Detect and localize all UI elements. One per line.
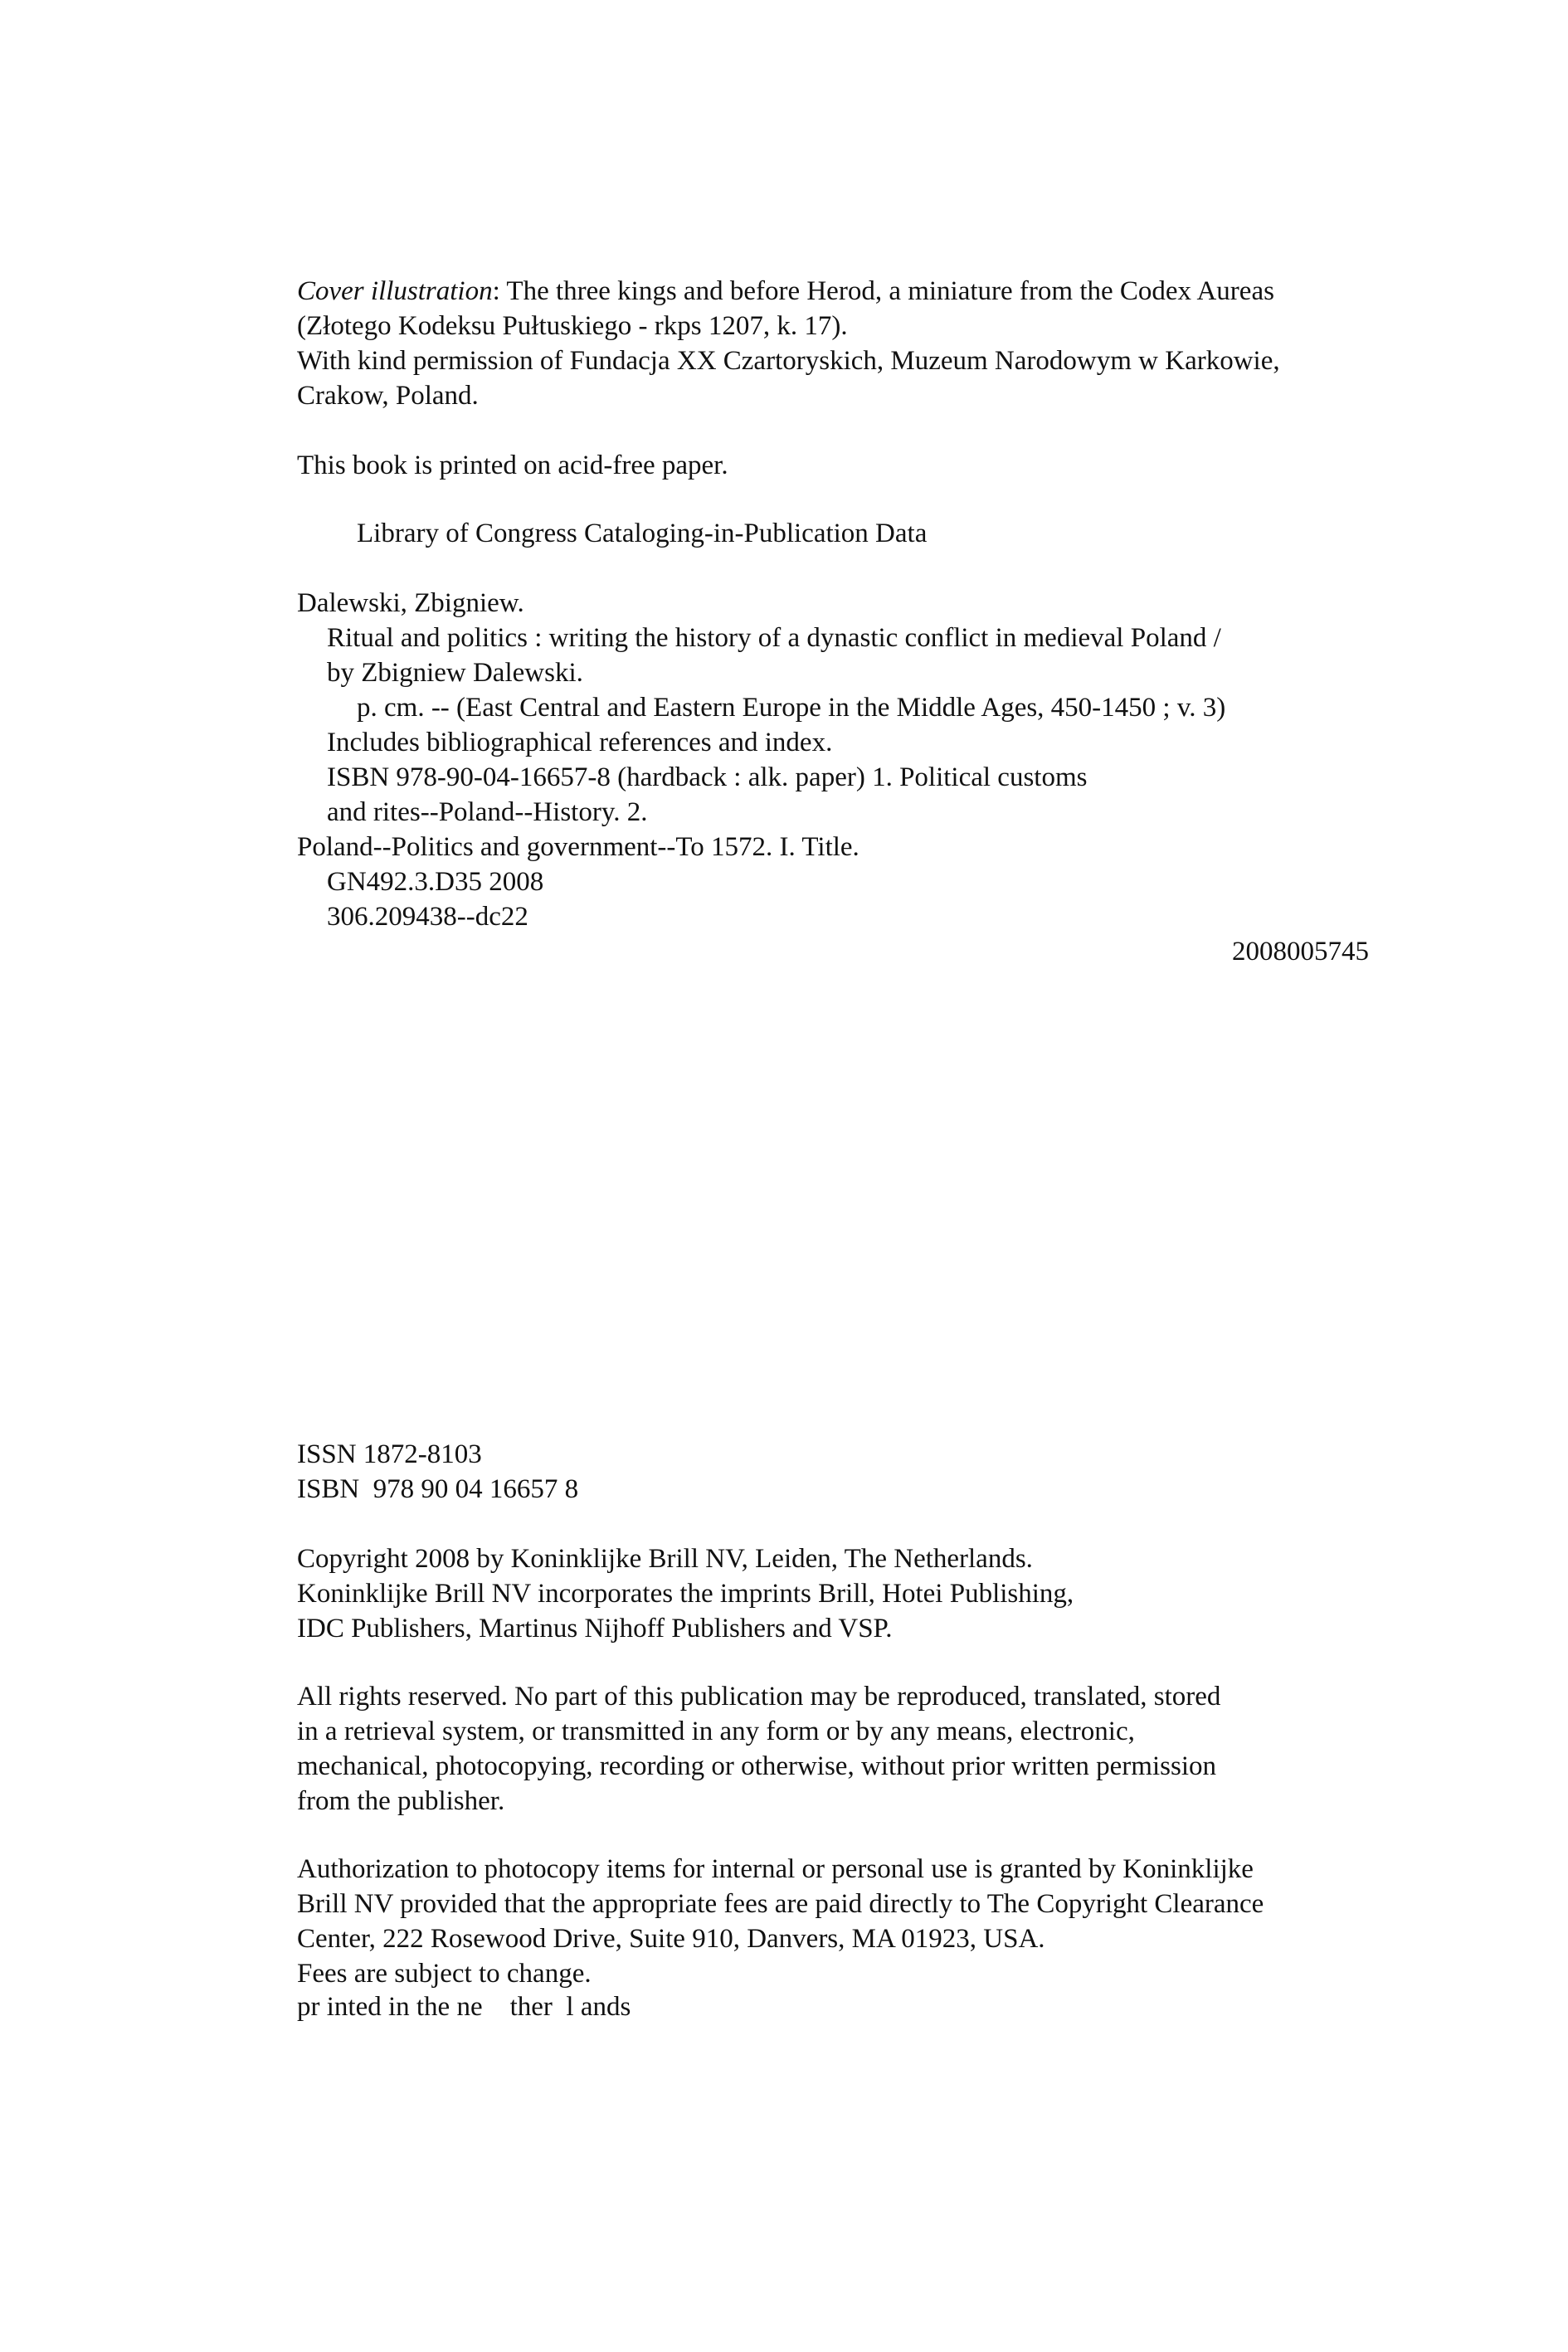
catalog-author: Dalewski, Zbigniew.: [297, 588, 524, 618]
authorization-line-3: Center, 222 Rosewood Drive, Suite 910, Danvers, MA 01923, USA.: [297, 1924, 1045, 1954]
copyright-line-1: Copyright 2008 by Koninklijke Brill NV, Leiden, The Netherlands.: [297, 1544, 1033, 1574]
cover-credit-line-1: [297, 274, 1376, 309]
catalog-ddc: 306.209438--dc22: [327, 902, 528, 932]
rights-reserved-notice: [297, 1679, 1376, 1819]
issn-line: ISSN 1872-8103: [297, 1439, 482, 1469]
catalog-series: p. cm. -- (East Central and Eastern Europe in the Middle Ages, 450-1450 ; v. 3): [357, 693, 1226, 723]
catalog-lcc: GN492.3.D35 2008: [327, 867, 544, 897]
acid-free-notice: [297, 448, 1376, 483]
catalog-bibliography: Includes bibliographical references and index.: [327, 728, 833, 757]
catalog-record: [297, 586, 1376, 969]
copyright-line-2: Koninklijke Brill NV incorporates the imprints Brill, Hotei Publishing,: [297, 1579, 1074, 1609]
rights-line-2: in a retrieval system, or transmitted in any form or by any means, electronic,: [297, 1717, 1135, 1746]
cip-heading: Library of Congress Cataloging-in-Publication Data: [357, 519, 928, 548]
catalog-subject: Poland--Politics and government--To 1572. I. Title.: [297, 832, 859, 862]
isbn-line: ISBN 978 90 04 16657 8: [297, 1474, 579, 1504]
photocopy-authorization: [297, 1852, 1376, 1991]
printed-in-notice: [297, 1989, 1376, 2024]
printed-in-text: pr inted in the ne ther l ands: [297, 1992, 631, 2022]
rights-line-3: mechanical, photocopying, recording or otherwise, without prior written permission: [297, 1751, 1216, 1781]
catalog-isbn-line-1: ISBN 978-90-04-16657-8 (hardback : alk. paper) 1. Political customs: [327, 762, 1088, 792]
catalog-lccn: 2008005745: [1232, 937, 1369, 967]
authorization-line-1: Authorization to photocopy items for internal or personal use is granted by Koninklijke: [297, 1854, 1254, 1884]
rights-line-1: All rights reserved. No part of this publication may be reproduced, translated, stored: [297, 1682, 1221, 1712]
copyright-notice: [297, 1541, 1376, 1646]
cover-credit-line-4: Crakow, Poland.: [297, 381, 479, 411]
authorization-line-4: Fees are subject to change.: [297, 1959, 592, 1989]
cip-heading-block: [297, 516, 1376, 551]
cover-illustration-credit: [297, 274, 1376, 413]
catalog-title-line-2: by Zbigniew Dalewski.: [327, 658, 583, 688]
catalog-isbn-line-2: and rites--Poland--History. 2.: [327, 797, 648, 827]
cover-illustration-label: Cover illustration: [297, 276, 493, 306]
cover-credit-line-3: With kind permission of Fundacja XX Czartoryskich, Muzeum Narodowym w Karkowie,: [297, 346, 1280, 376]
authorization-line-2: Brill NV provided that the appropriate fees are paid directly to The Copyright Clearance: [297, 1889, 1264, 1919]
copyright-line-3: IDC Publishers, Martinus Nijhoff Publishers and VSP.: [297, 1614, 893, 1643]
catalog-title-line-1: Ritual and politics : writing the history of a dynastic conflict in medieval Poland /: [327, 623, 1221, 653]
acid-free-text: This book is printed on acid-free paper.: [297, 450, 728, 480]
identifiers: [297, 1437, 1376, 1507]
rights-line-4: from the publisher.: [297, 1786, 505, 1816]
cover-illustration-text: : The three kings and before Herod, a miniature from the Codex Aureas: [492, 276, 1274, 306]
cover-credit-line-2: (Złotego Kodeksu Pułtuskiego - rkps 1207, k. 17).: [297, 311, 848, 341]
